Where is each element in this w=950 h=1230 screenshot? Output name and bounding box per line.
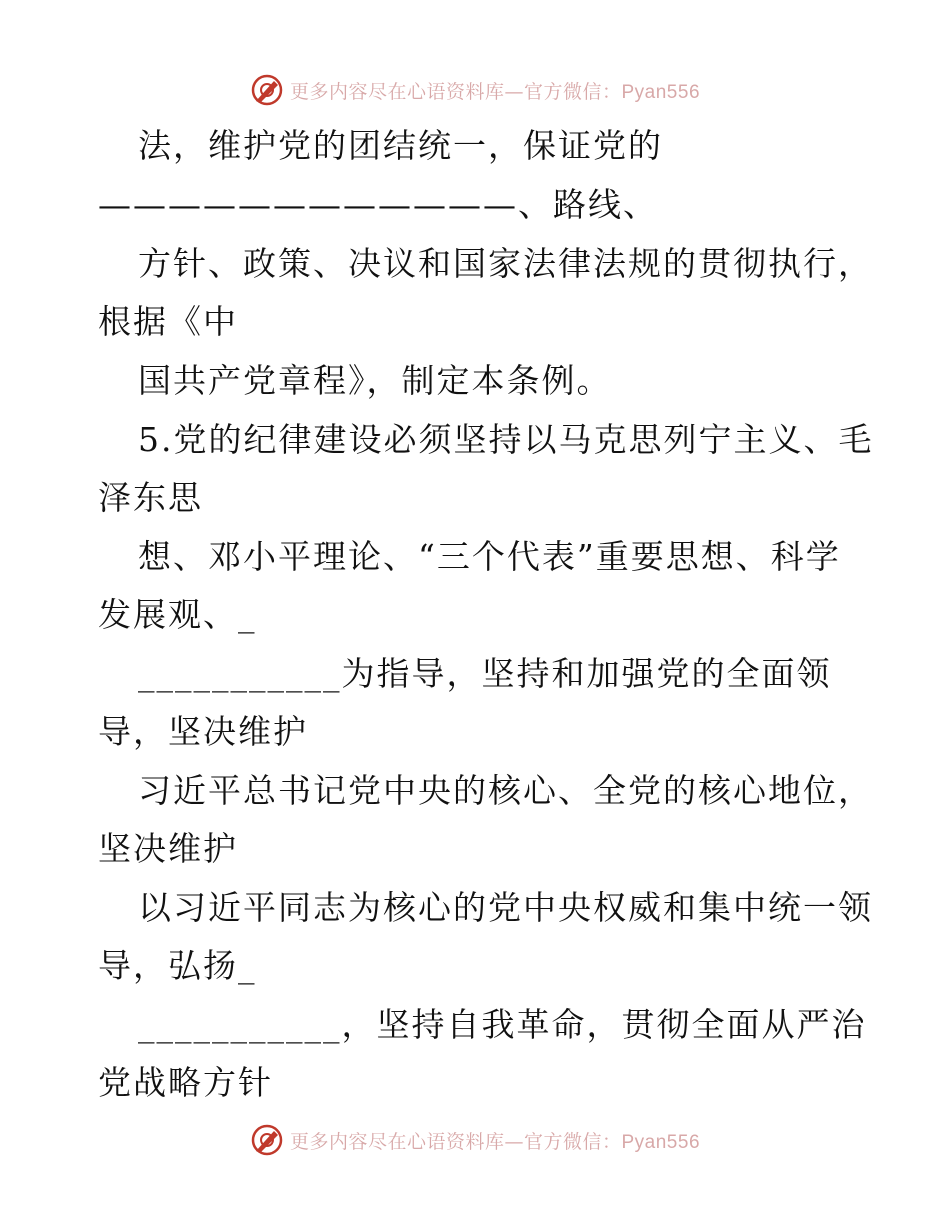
pen-logo-icon <box>250 1123 284 1157</box>
text-line-6: 5.党的纪律建设必须坚持以马克思列宁主义、毛 <box>138 420 874 459</box>
banner-wechat-id: Pyan556 <box>621 1131 701 1153</box>
header-banner <box>0 70 950 110</box>
banner-main-text: 更多内容尽在心语资料库 <box>289 1130 505 1153</box>
text-line-13: 坚决维护 <box>98 829 238 868</box>
text-line-5: 国共产党章程》，制定本条例。 <box>138 361 612 400</box>
banner-text <box>290 77 700 104</box>
banner-wechat-label: 官方微信： <box>523 1130 622 1153</box>
text-line-16: ___________，坚持自我革命，贯彻全面从严治 <box>138 1005 867 1044</box>
text-line-2: ————————————、路线、 <box>98 185 658 224</box>
text-line-12: 习近平总书记党中央的核心、全党的核心地位， <box>138 771 873 810</box>
text-line-15: 导，弘扬_ <box>98 946 257 985</box>
banner-separator: — <box>504 1130 524 1153</box>
text-line-10: ___________为指导，坚持和加强党的全面领 <box>138 654 832 693</box>
banner-wechat-id: Pyan556 <box>621 81 701 103</box>
text-line-3: 方针、政策、决议和国家法律法规的贯彻执行， <box>138 244 873 283</box>
pen-logo-icon <box>250 73 284 107</box>
text-line-14: 以习近平同志为核心的党中央权威和集中统一领 <box>138 888 873 927</box>
banner-main-text: 更多内容尽在心语资料库 <box>289 80 505 103</box>
banner-wechat-label: 官方微信： <box>523 80 622 103</box>
text-line-11: 导，坚决维护 <box>98 712 308 751</box>
text-line-9: 发展观、_ <box>98 595 257 634</box>
footer-banner <box>0 1120 950 1160</box>
banner-text <box>290 1127 700 1154</box>
text-line-7: 泽东思 <box>98 478 203 517</box>
banner-separator: — <box>504 80 524 103</box>
text-line-8: 想、邓小平理论、“三个代表”重要思想、科学 <box>138 537 841 576</box>
text-line-17: 党战略方针 <box>98 1063 273 1102</box>
text-line-1: 法，维护党的团结统一，保证党的 <box>138 126 663 165</box>
text-line-4: 根据《中 <box>98 302 238 341</box>
